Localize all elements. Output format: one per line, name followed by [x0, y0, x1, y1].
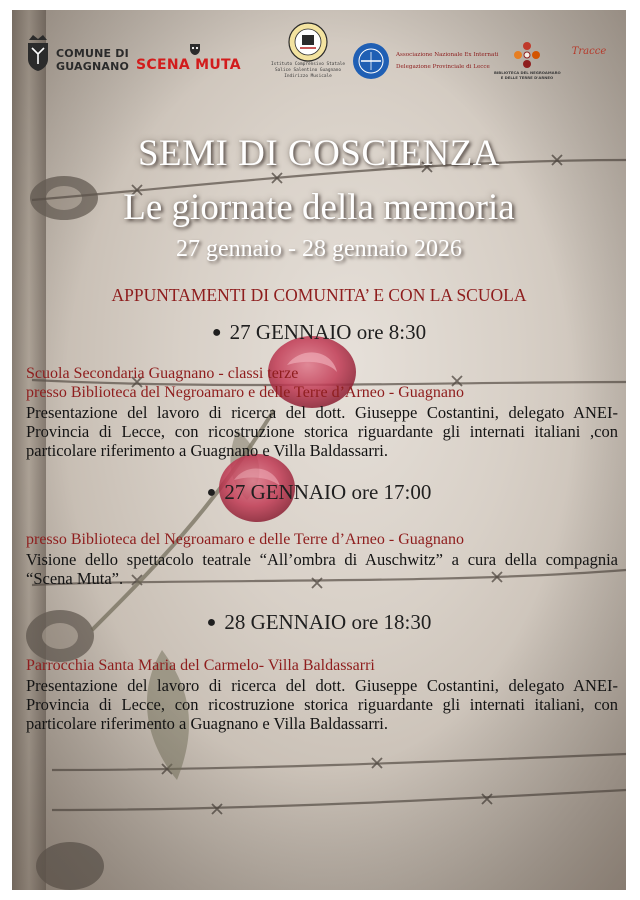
- logo-bar: [12, 10, 626, 92]
- event-venue: presso Biblioteca del Negroamaro e delle Terre d’Arneo - Guagnano: [26, 384, 464, 401]
- biblioteca-line1: BIBLIOTECA DEL NEGROAMARO: [494, 70, 561, 75]
- theatre-mask-icon: [188, 42, 202, 56]
- tracce-mark: Tracce: [571, 46, 607, 57]
- istituto-line3: Indirizzo Musicale: [284, 74, 332, 79]
- event-venue: Scuola Secondaria Guagnano - classi terze: [26, 365, 299, 382]
- event-description: Visione dello spettacolo teatrale “All’ombra di Auschwitz” a cura della compagnia “Scena Muta”.: [26, 550, 618, 588]
- comune-guagnano-logo: [26, 34, 136, 78]
- scena-muta-text: SCENA MUTA: [136, 57, 241, 73]
- anei-line2: Delegazione Provinciale di Lecce: [396, 64, 490, 70]
- scena-muta-logo: [136, 46, 252, 76]
- event-heading: [12, 610, 626, 635]
- event-heading-text: 27 GENNAIO ore 17:00: [224, 480, 432, 504]
- event-description: Presentazione del lavoro di ricerca del dott. Giuseppe Costantini, delegato ANEI-Provincia di Lecce, con ricostruzione storica riguardante gli internati italiani, con particolare riferimento a Guagnano e Villa Baldassarri.: [26, 676, 618, 733]
- biblioteca-logo: [494, 40, 560, 90]
- event-dates: 27 gennaio - 28 gennaio 2026: [176, 236, 462, 262]
- comune-crest-icon: [26, 34, 50, 72]
- poster: [12, 10, 626, 890]
- comune-line2: GUAGNANO: [56, 60, 130, 73]
- event-heading: [12, 320, 626, 345]
- event-venue: Parrocchia Santa Maria del Carmelo- Villa Baldassarri: [26, 657, 375, 674]
- event-heading-text: 27 GENNAIO ore 8:30: [229, 320, 427, 344]
- event-heading: [12, 480, 626, 505]
- anei-logo: [352, 40, 502, 84]
- bullet-icon: ●: [206, 614, 217, 631]
- istituto-line2: Salice Salentino Guagnano: [274, 68, 342, 73]
- appointments-heading: APPUNTAMENTI DI COMUNITA’ E CON LA SCUOLA: [111, 285, 527, 305]
- main-subtitle: Le giornate della memoria: [123, 187, 515, 228]
- anei-emblem-icon: [352, 42, 390, 80]
- istituto-comprensivo-logo: [258, 22, 358, 92]
- anei-line1: Associazione Nazionale Ex Internati: [396, 52, 499, 58]
- event-venue: presso Biblioteca del Negroamaro e delle Terre d’Arneo - Guagnano: [26, 531, 464, 548]
- comune-line1: COMUNE DI: [56, 47, 129, 60]
- biblioteca-line2: E DELLE TERRE D'ARNEO: [500, 75, 554, 80]
- bullet-icon: ●: [211, 324, 222, 341]
- event-description: Presentazione del lavoro di ricerca del dott. Giuseppe Costantini, delegato ANEI-Provincia di Lecce, con ricostruzione storica riguardante gli internati italiani ,con particolare riferimento a Guagnano e Villa Baldassarri.: [26, 403, 618, 460]
- main-title: SEMI DI COSCIENZA: [137, 133, 501, 174]
- school-seal-icon: [288, 22, 328, 62]
- tracce-logo: [564, 32, 614, 92]
- istituto-line1: Istituto Comprensivo Statale: [270, 62, 345, 67]
- bullet-icon: ●: [206, 484, 217, 501]
- event-heading-text: 28 GENNAIO ore 18:30: [224, 610, 432, 634]
- biblioteca-flower-icon: [512, 40, 542, 70]
